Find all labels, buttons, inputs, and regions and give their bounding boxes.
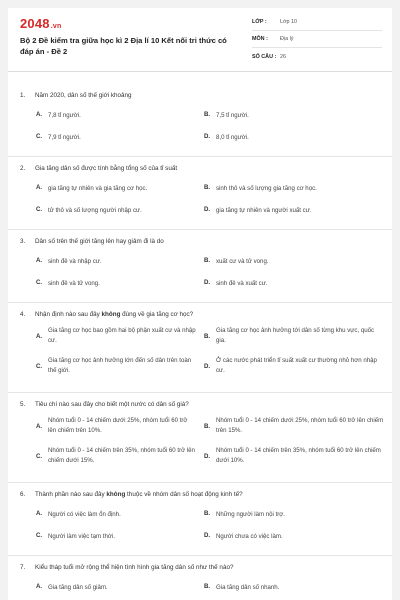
option-c[interactable]: C. 7,9 tỉ người. — [36, 133, 81, 141]
question-text: 7. Kiểu tháp tuổi mở rộng thể hiện tình hình gia tăng dân số như thế nào? — [20, 564, 234, 571]
question-item — [8, 393, 392, 483]
site-logo[interactable]: 2048.vn — [20, 16, 62, 31]
option-d[interactable]: D. sinh đẻ và xuất cư. — [204, 279, 268, 287]
question-item — [8, 84, 392, 157]
option-a[interactable]: A. 7,8 tỉ người. — [36, 111, 81, 119]
option-c[interactable]: C. Gia tăng cơ học ảnh hưởng lớn đến số dân trên toàn thế giới. — [36, 357, 192, 374]
question-item — [8, 157, 392, 230]
option-c[interactable]: C. tử thô và số lượng người nhập cư. — [36, 206, 142, 214]
meta-grade: LỚP : Lớp 10 — [252, 14, 382, 31]
option-a[interactable]: A. Nhóm tuổi 0 - 14 chiếm dưới 25%, nhóm tuổi 60 trở lên chiếm trên 10%. — [36, 417, 188, 434]
document-title: Bộ 2 Đề kiểm tra giữa học kì 2 Địa lí 10 Kết nối tri thức có đáp án - Đề 2 — [20, 36, 227, 56]
exam-header — [8, 8, 392, 72]
option-b[interactable]: B. Gia tăng dân số nhanh. — [204, 583, 280, 591]
meta-subject: MÔN : Địa lý — [252, 31, 382, 48]
option-a[interactable]: A. gia tăng tự nhiên và gia tăng cơ học. — [36, 184, 148, 192]
option-b[interactable]: B. 7,5 tỉ người. — [204, 111, 249, 119]
question-text: 5. Tiêu chí nào sau đây cho biết một nước có dân số già? — [20, 401, 189, 408]
option-c[interactable]: C. sinh đẻ và tử vong. — [36, 279, 100, 287]
question-text: 6. Thành phần nào sau đây không thuộc về nhóm dân số hoạt động kinh tế? — [20, 491, 243, 498]
question-item — [8, 556, 392, 600]
question-item — [8, 230, 392, 303]
option-c[interactable]: C. Người làm việc tạm thời. — [36, 532, 115, 540]
option-a[interactable]: A. Người có việc làm ổn định. — [36, 510, 121, 518]
option-a[interactable]: A. Gia tăng dân số giảm. — [36, 583, 108, 591]
exam-page — [8, 8, 392, 600]
option-b[interactable]: B. Nhóm tuổi 0 - 14 chiếm dưới 25%, nhóm tuổi 60 trở lên chiếm trên 15%. — [204, 417, 384, 434]
option-b[interactable]: B. sinh thô và số lượng gia tăng cơ học. — [204, 184, 317, 192]
meta-question-count: SỐ CÂU : 26 — [252, 53, 286, 60]
option-a[interactable]: A. Gia tăng cơ học bao gồm hai bộ phận xuất cư và nhập cư. — [36, 327, 196, 344]
question-text: 1. Năm 2020, dân số thế giới khoảng — [20, 92, 132, 99]
option-a[interactable]: A. sinh đẻ và nhập cư. — [36, 257, 102, 265]
option-b[interactable]: B. Gia tăng cơ học ảnh hưởng tới dân số từng khu vực, quốc gia. — [204, 327, 375, 344]
question-text: 3. Dân số trên thế giới tăng lên hay giảm đi là do — [20, 238, 164, 245]
option-d[interactable]: D. Người chưa có việc làm. — [204, 532, 283, 540]
option-b[interactable]: B. Những người làm nội trợ. — [204, 510, 285, 518]
option-c[interactable]: C. Nhóm tuổi 0 - 14 chiếm trên 35%, nhóm tuổi 60 trở lên chiếm dưới 15%. — [36, 447, 195, 464]
option-d[interactable]: D. Nhóm tuổi 0 - 14 chiếm trên 35%, nhóm tuổi 60 trở lên chiếm dưới 10%. — [204, 447, 381, 464]
option-d[interactable]: D. gia tăng tự nhiên và người xuất cư. — [204, 206, 312, 214]
question-text: 4. Nhận định nào sau đây không đúng về gia tăng cơ học? — [20, 311, 194, 318]
option-d[interactable]: D. Ở các nước phát triển tỉ suất xuất cư thường nhỏ hơn nhập cư. — [204, 357, 377, 374]
question-list — [8, 84, 392, 600]
question-item — [8, 303, 392, 393]
option-b[interactable]: B. xuất cư và tử vong. — [204, 257, 269, 265]
option-d[interactable]: D. 8,0 tỉ người. — [204, 133, 249, 141]
exam-meta — [252, 14, 382, 65]
question-text: 2. Gia tăng dân số được tính bằng tổng số của tỉ suất — [20, 165, 178, 172]
question-item — [8, 483, 392, 556]
